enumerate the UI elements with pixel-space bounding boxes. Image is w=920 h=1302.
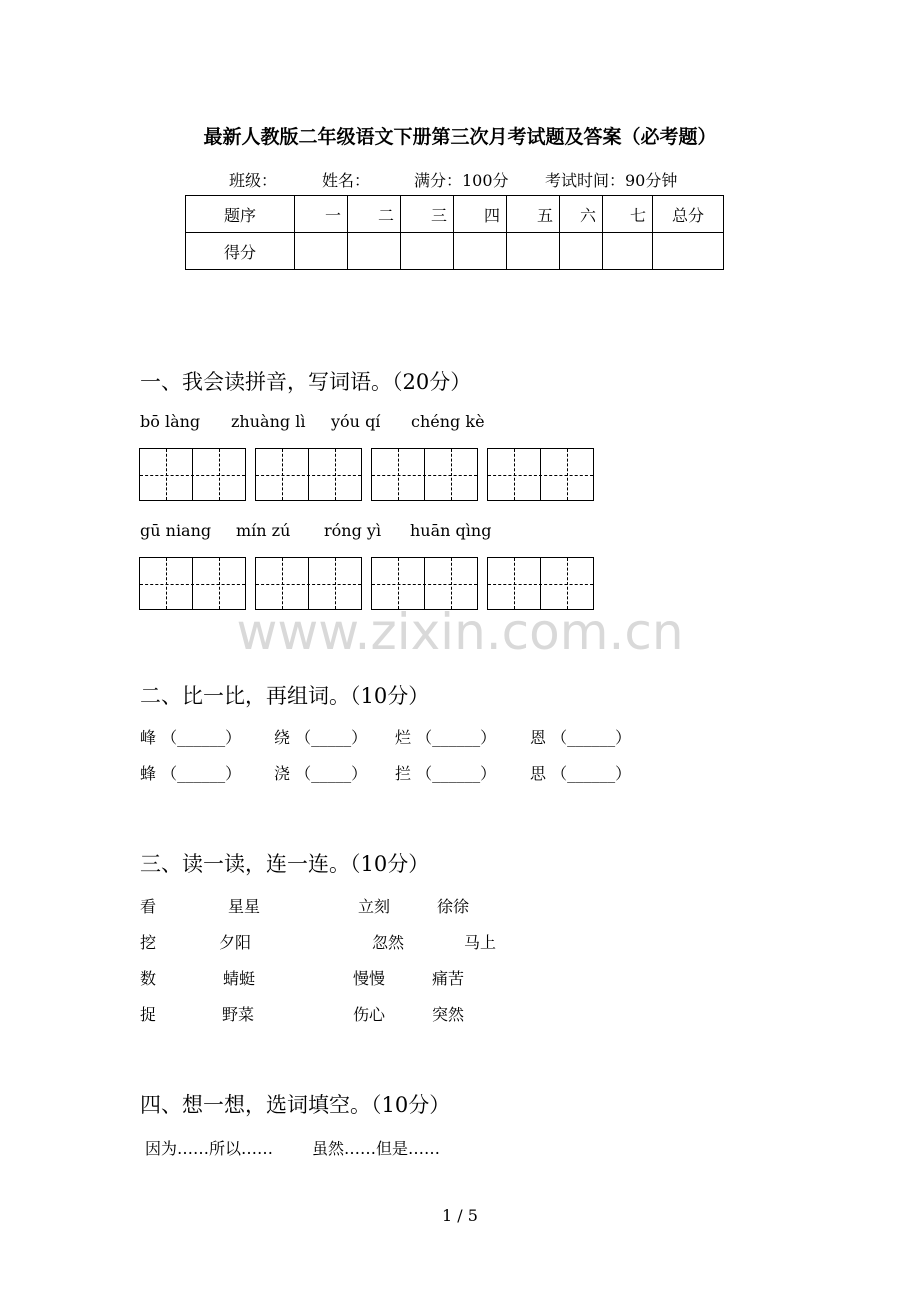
pinyin-label: gū niang [140,521,212,540]
score-input-cell[interactable] [507,233,560,270]
match-verb[interactable]: 挖 [140,933,157,952]
score-table-header-row [186,196,724,233]
score-header-cell: 五 [507,196,560,233]
score-input-cell[interactable] [401,233,454,270]
compare-item[interactable]: 峰 （______） [140,728,242,747]
match-noun[interactable]: 夕阳 [219,933,252,952]
pinyin-label: bō làng [140,412,201,431]
match-adverb[interactable]: 马上 [464,933,497,952]
match-verb[interactable]: 数 [140,969,157,988]
compare-item[interactable]: 恩 （______） [530,728,632,747]
match-adverb[interactable]: 突然 [432,1005,465,1024]
score-header-cell: 题序 [186,196,295,233]
writing-grid[interactable] [255,448,362,501]
compare-item[interactable]: 思 （______） [530,764,632,783]
conjunction-option: 因为……所以…… [145,1139,274,1158]
score-header-cell: 四 [454,196,507,233]
score-table-score-row [186,233,724,270]
match-adverb[interactable]: 痛苦 [432,969,465,988]
pinyin-label: róng yì [324,521,382,540]
page-number: 1 / 5 [442,1206,478,1225]
score-header-cell: 六 [560,196,603,233]
section4-heading: 四、想一想，选词填空。（10分） [140,1093,451,1117]
full-score: 满分：100分 [414,171,509,190]
score-input-cell[interactable] [560,233,603,270]
match-adverb[interactable]: 徐徐 [437,897,470,916]
score-header-cell: 一 [295,196,348,233]
class-label: 班级： [229,171,278,190]
compare-item[interactable]: 拦 （______） [395,764,497,783]
writing-grid[interactable] [371,448,478,501]
match-noun[interactable]: 星星 [228,897,261,916]
pinyin-label: yóu qí [331,412,381,431]
score-row-label: 得分 [186,233,295,270]
score-input-cell[interactable] [653,233,724,270]
pinyin-label: huān qìng [410,521,492,540]
compare-item[interactable]: 浇 （_____） [274,764,368,783]
match-adverb[interactable]: 立刻 [358,897,391,916]
match-noun[interactable]: 蜻蜓 [223,969,256,988]
match-adverb[interactable]: 慢慢 [353,969,386,988]
score-header-cell: 二 [348,196,401,233]
exam-time: 考试时间：90分钟 [545,171,678,190]
name-label: 姓名： [322,171,371,190]
watermark: www.zixin.com.cn [236,603,684,661]
match-noun[interactable]: 野菜 [222,1005,255,1024]
match-adverb[interactable]: 忽然 [372,933,405,952]
score-input-cell[interactable] [348,233,401,270]
pinyin-label: mín zú [236,521,291,540]
page-title: 最新人教版二年级语文下册第三次月考试题及答案（必考题） [203,126,717,148]
score-input-cell[interactable] [454,233,507,270]
section3-heading: 三、读一读，连一连。（10分） [140,852,430,876]
compare-item[interactable]: 绕 （_____） [274,728,368,747]
compare-item[interactable]: 烂 （______） [395,728,497,747]
writing-grid[interactable] [487,448,594,501]
score-header-cell: 七 [603,196,653,233]
section1-heading: 一、我会读拼音，写词语。（20分） [140,370,472,394]
section2-heading: 二、比一比，再组词。（10分） [140,684,430,708]
score-table [185,195,724,270]
pinyin-label: zhuàng lì [231,412,306,431]
writing-grid[interactable] [139,448,246,501]
pinyin-label: chéng kè [411,412,485,431]
match-verb[interactable]: 看 [140,897,157,916]
score-input-cell[interactable] [603,233,653,270]
match-verb[interactable]: 捉 [140,1005,157,1024]
conjunction-option: 虽然……但是…… [312,1139,441,1158]
match-adverb[interactable]: 伤心 [353,1005,386,1024]
score-header-cell: 三 [401,196,454,233]
score-header-cell: 总分 [653,196,724,233]
score-input-cell[interactable] [295,233,348,270]
compare-item[interactable]: 蜂 （______） [140,764,242,783]
